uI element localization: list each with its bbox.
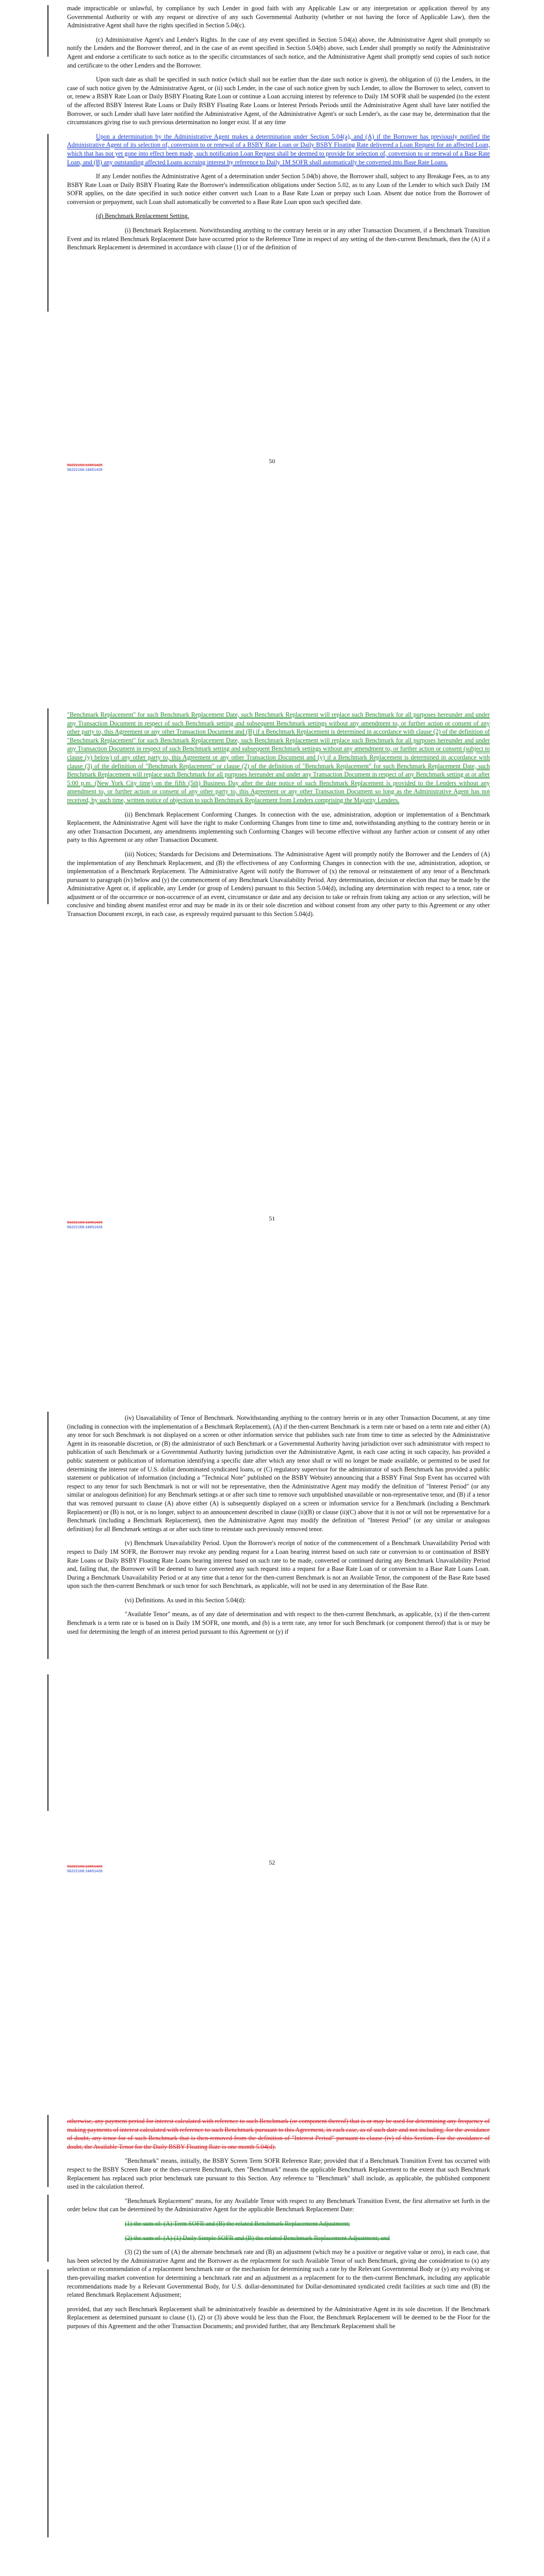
change-bar <box>47 5 48 57</box>
paragraph: (c) Administrative Agent's and Lender's Rights. In the case of any event specified in Section 5.04(a) above, the Administrative Agent shall promptly so notify the Lenders and the Borrower thereof, and in the case of an event specified in Section 5.04(b) above, such Lender shall promptly so notify the Administrative Agent and endorse a certificate to such notice as to the specific circumstances of such notice, and the Administrative Agent shall promptly send copies of such notice and certificate to the other Lenders and the Borrower. <box>67 36 490 69</box>
doc-code-new: 56222166:18451426 <box>67 1869 103 1873</box>
change-bar <box>47 2269 48 2537</box>
paragraph: Upon a determination by the Administrative Agent makes a determination under Section 5.04(a), and (A) if the Borrower has previously notified the Administrative Agent of its selection of, conversion to or renewal of a BSBY Rate Loan or Daily BSBY Floating Rate delivered a Loan Request for an affected Loan, which that has not yet gone into effect been made, such notification Loan Request shall be deemed to provide for selection of, conversion to or renewal of a Base Rate Loan, and (B) any outstanding affected Loans accruing interest by reference to Daily 1M SOFR shall automatically be converted into Base Rate Loans. <box>67 132 490 166</box>
paragraph: (2) the sum of: (A) (1) Daily Simple SOFR and (B) the related Benchmark Replacement Adjustment; and <box>125 2234 390 2242</box>
paragraph: "Benchmark" means, initially, the BSBY Screen Term SOFR Reference Rate; provided that if a Benchmark Transition Event has occurred with respect to the BSBY Screen Rate or the then-current Benchmark, then "Benchmark" means the applicable Benchmark Replacement to the extent that such Benchmark Replacement has replaced such prior benchmark rate pursuant to this Section. Any reference to "Benchmark" shall include, as applicable, the published component used in the calculation thereof. <box>67 2157 490 2191</box>
page-number: 51 <box>269 1215 275 1222</box>
paragraph: (i) Benchmark Replacement. Notwithstanding anything to the contrary herein or in any other Transaction Document, if a Benchmark Transition Event and its related Benchmark Replacement Date have occurred prior to the Reference Time in respect of any setting of the then-current Benchmark, then the (A) if a Benchmark Replacement is determined in accordance with clause (1) or of the definition of <box>67 227 490 251</box>
page-51 <box>0 703 544 1406</box>
change-bar <box>47 1412 48 1659</box>
paragraph: (iv) Unavailability of Tenor of Benchmark. Notwithstanding anything to the contrary herein or in any other Transaction Document, at any time (including in connection with the implementation of a Benchmark Replacement), (A) if the then-current Benchmark is a term rate or based on a term rate and either (A) any tenor for such Benchmark is not displayed on a screen or other information service that publishes such rate from time to time as selected by the Administrative Agent in its reasonable discretion, or (B) the administrator of such Benchmark or a Governmental Authority having jurisdiction over such administrator with respect to publication of such Benchmark or a Governmental Authority having jurisdiction over the Administrative Agent, in each case acting in such capacity, has provided a public statement or publication of information identifying a specific date after which any tenor shall or will no longer be made available, or permitted to be used for determining the interest rate of U.S. dollar denominated syndicated loans, or (C) regulatory supervisor for the administrator of such Benchmark has provided a public statement or publication of information (including a "Technical Note" published on the BSBY Website) announcing that a BSBY Final Stop Event has occurred with respect to any tenor for such Benchmark is not or will not be representative, then the Administrative Agent may modify the definition of "Interest Period" (or any similar or analogous definition) for any Benchmark settings at or after such time to remove such unpublished unavailable or non-representative tenor, and (B) if a tenor that was removed pursuant to clause (A) above either (A) is subsequently displayed on a screen or information service for a Benchmark (including a Benchmark Replacement) or (B) is not, or is no longer, subject to an announcement described in clause (ii)(B) or clause (ii)(C) above that it is not or will not be representative for a Benchmark (including a Benchmark Replacement), then the Administrative Agent may modify the definition of "Interest Period" (or any similar or analogous definition) for all Benchmark settings at or after such time to reinstate such previously removed tenor. <box>67 1414 490 1533</box>
change-bar <box>47 2195 48 2262</box>
page-number: 50 <box>269 457 275 465</box>
page-number: 52 <box>269 1859 275 1866</box>
paragraph: provided, that any such Benchmark Replacement shall be administratively feasible as determined by the Administrative Agent in its sole discretion. If the Benchmark Replacement as determined pursuant to clause (1), (2) or (3) above would be less than the Floor, the Benchmark Replacement will be deemed to be the Floor for the purposes of this Agreement and the other Transaction Documents; and provided further, that any Benchmark Replacement shall be <box>67 2305 490 2330</box>
doc-code-old: 56222166:18451426 <box>67 1220 103 1225</box>
change-bar <box>47 1674 48 1811</box>
paragraph: (1) the sum of: (A) Term SOFR and (B) the related Benchmark Replacement Adjustment; <box>125 2219 350 2227</box>
paragraph: "Benchmark Replacement" for such Benchmark Replacement Date, such Benchmark Replacement will replace such Benchmark for all purposes hereunder and under any Transaction Document in respect of such Benchmark setting and subsequent Benchmark settings without any amendment to, or further action or consent of any other party to, this Agreement or any other Transaction Document and (B) if a Benchmark Replacement is determined in accordance with clause (2) of the definition of "Benchmark Replacement" for such Benchmark Replacement Date, such Benchmark Replacement will replace such Benchmark for all purposes hereunder and under any Transaction Document in respect of such Benchmark setting and subsequent Benchmark settings without any amendment to, or further action or consent (subject to clause (y) below) of any other party to, this Agreement or any other Transaction Document and (y) if a Benchmark Replacement is determined in accordance with clause (3) of the definition of "Benchmark Replacement" or clause (2) of the definition of "Benchmark Replacement" for such Benchmark Replacement Date, such Benchmark Replacement will replace such Benchmark for all purposes hereunder and under any Transaction Document in respect of any Benchmark setting at or after 5:00 p.m. (New York City time) on the fifth (5th) Business Day after the date notice of such Benchmark Replacement is provided to the Lenders without any amendment to, or further action or consent of any other party to, this Agreement or any other Transaction Document so long as the Administrative Agent has not received, by such time, written notice of objection to such Benchmark Replacement from Lenders comprising the Majority Lenders. <box>67 711 490 804</box>
paragraph: otherwise, any payment period for interest calculated with reference to such Benchmark (or component thereof) that is or may be used for determining any frequency of making payments of interest calculated with reference to such Benchmark pursuant to this Agreement, in each case, as of such date and not including, for the avoidance of doubt, any tenor for of such Benchmark that is then-removed from the definition of "Interest Period" pursuant to clause (iv) of this Section. For the avoidance of doubt, the Available Tenor for the Daily BSBY Floating Rate is one month 5.04(d). <box>67 2117 490 2150</box>
paragraph: Upon such date as shall be specified in such notice (which shall not be earlier than the date such notice is given), the obligation of (i) the Lenders, in the case of such notice given by the Administrative Agent, or (ii) such Lender, in the case of such notice given by such Lender, to allow the Borrower to select, convert to or, renew a BSBY Rate Loan or Daily BSBY Floating Rate Loan or continue a Loan accruing interest by reference to Daily 1M SOFR shall be suspended (to the extent of the affected BSBY Interest Rate Loans or Daily BSBY Floating Rate Loans or Interest Periods Periods until the Administrative Agent shall have later notified the Borrower, or such Lender shall have later notified the Administrative Agent, of the Administrative Agent's or such Lender's, as the case may be, determination that the circumstances giving rise to such previous determination no longer exist. If at any time <box>67 76 490 126</box>
doc-code-old: 56222166:18451426 <box>67 1864 103 1869</box>
paragraph: "Benchmark Replacement" means, for any Available Tenor with respect to any Benchmark Transition Event, the first alternative set forth in the order below that can be determined by the Administrative Agent for the applicable Benchmark Replacement Date: <box>67 2197 490 2213</box>
paragraph: (v) Benchmark Unavailability Period. Upon the Borrower's receipt of notice of the commencement of a Benchmark Unavailability Period with respect to Daily 1M SOFR, the Borrower may revoke any pending request for a Loan bearing interest based on such rate or conversion to or continuation of BSBY Rate Loans or Daily BSBY Floating Rate Loans bearing interest based on such rate to be made, converted or continued during any Benchmark Unavailability Period and, failing that, the Borrower will be deemed to have converted any such request into a request for a Base Rate Loan of or conversion to a Base Rate Loans Loan. During a Benchmark Unavailability Period or at any time that a tenor for the then-current Benchmark is not an Available Tenor, the component of the Base Rate based upon such the then-current Benchmark or such tenor for such Benchmark, as applicable, will not be used in any determination of the Base Rate. <box>67 1539 490 1590</box>
paragraph: (3) (2) the sum of (A) the alternate benchmark rate and (B) an adjustment (which may be a positive or negative value or zero), in each case, that has been selected by the Administrative Agent and the Borrower as the replacement for such Available Tenor of such Benchmark, giving due consideration to (x) any selection or recommendation of a replacement benchmark rate or the mechanism for determining such a rate by the Relevant Governmental Body or (y) any evolving or then-prevailing market convention for determining a benchmark rate and an adjustment as a replacement for to the then-current Benchmark, including any applicable recommendations made by a Relevant Governmental Body, for U.S. dollar-denominated for Dollar-denominated syndicated credit facilities at such time and (B) the related Benchmark Replacement Adjustment; <box>67 2248 490 2299</box>
paragraph: "Available Tenor" means, as of any date of determination and with respect to the then-current Benchmark, as applicable, (x) if the then-current Benchmark is a term rate or is based on is Daily 1M SOFR, one month, and (b) is a term rate, any tenor for such Benchmark (or component thereof) that is or may be used for determining the length of an interest period pursuant to this Agreement or (y) if <box>67 1611 490 1635</box>
change-bar <box>47 2115 48 2187</box>
page-52 <box>0 1406 544 2110</box>
paragraph: (ii) Benchmark Replacement Conforming Changes. In connection with the use, administration, adoption or implementation of a Benchmark Replacement, the Administrative Agent will have the right to make Conforming Changes from time to time and, notwithstanding anything to the contrary herein or in any other Transaction Document, any amendments implementing such Conforming Changes will become effective without any further action or consent of any other party to this Agreement or any other Transaction Document. <box>67 810 490 844</box>
page-53 <box>0 2110 544 2576</box>
doc-code-old: 56222166:18451426 <box>67 463 103 467</box>
change-bar <box>47 134 48 312</box>
paragraph: (iii) Notices; Standards for Decisions and Determinations. The Administrative Agent will promptly notify the Borrower and the Lenders of (A) the implementation of any Benchmark Replacement, and (B) the effectiveness of any Conforming Changes in connection with the use, administration, adoption, or implementation of a Benchmark Replacement. The Administrative Agent will notify the Borrower of (x) the removal or reinstatement of any tenor of a Benchmark pursuant to paragraph (iv) below and (y) the commencement of any Benchmark Unavailability Period. Any determination, decision or election that may be made by the Administrative Agent or, if applicable, any Lender (or group of Lenders) pursuant to this Section 5.04(d), including any determination with respect to a tenor, rate or adjustment or of the occurrence or non-occurrence of an event, circumstance or date and any decision to take or refrain from taking any action or any selection, will be conclusive and binding absent manifest error and may be made in its or their sole discretion and without consent from any other party to this Agreement or any other Transaction Document except, in each case, as expressly required pursuant to this Section 5.04(d). <box>67 850 490 918</box>
page-50 <box>0 0 544 703</box>
paragraph: made impracticable or unlawful, by compliance by such Lender in good faith with any Applicable Law or any interpretation or application thereof by any Governmental Authority or with any request or directive of any such Governmental Authority (whether or not having the force of Applicable Law), then the Administrative Agent shall have the rights specified in Section 5.04(c). <box>67 5 490 29</box>
paragraph: (vi) Definitions. As used in this Section 5.04(d): <box>125 1596 246 1604</box>
section-heading: (d) Benchmark Replacement Setting. <box>96 212 189 220</box>
doc-code-new: 56222166:18451426 <box>67 467 103 472</box>
doc-code-new: 56222166:18451426 <box>67 1225 103 1229</box>
paragraph: If any Lender notifies the Administrative Agent of a determination under Section 5.04(b) above, the Borrower shall, subject to any Breakage Fees, as to any BSBY Rate Loan or Daily BSBY Floating Rate the Borrower's indemnification obligations under Section 5.02, as to any Loan of the Lender to which such Daily 1M SOFR applies, on the date specified in such notice either convert such Loan to a Base Rate Loan or prepay such Loan. Absent due notice from the Borrower of conversion or prepayment, such Loan shall automatically be converted to a Base Rate Loan upon such specified date. <box>67 173 490 206</box>
change-bar <box>47 708 48 904</box>
